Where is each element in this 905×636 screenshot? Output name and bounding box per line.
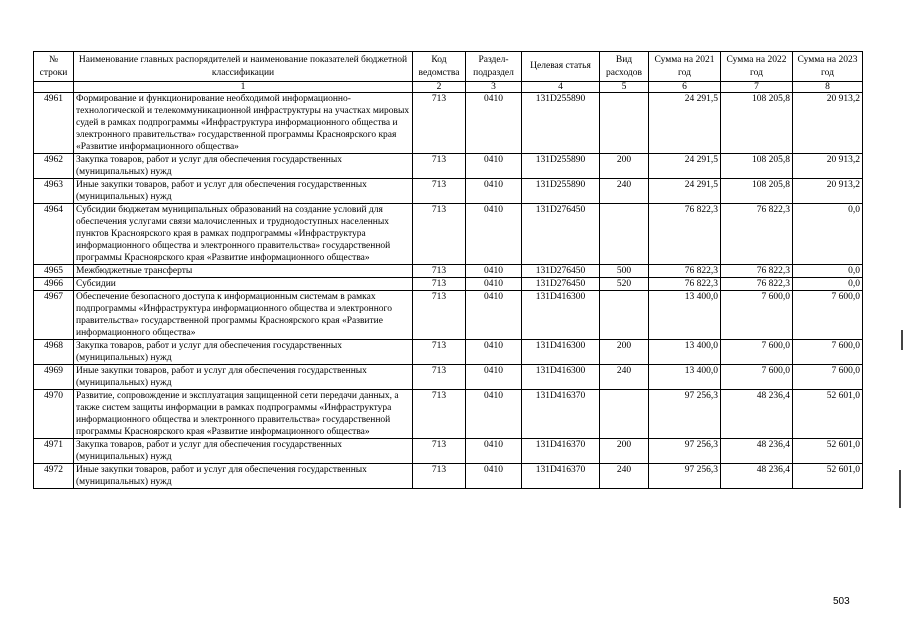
table-row xyxy=(34,390,863,439)
row-sum-2021: 13 400,0 xyxy=(649,340,721,365)
row-section: 0410 xyxy=(466,390,522,439)
column-number: 2 xyxy=(413,82,466,93)
header-dept-code: Код ведомства xyxy=(413,52,466,82)
row-dept-code: 713 xyxy=(413,179,466,204)
row-expense-type: 240 xyxy=(600,365,649,390)
row-section: 0410 xyxy=(466,365,522,390)
row-section: 0410 xyxy=(466,93,522,154)
row-sum-2022: 7 600,0 xyxy=(721,291,793,340)
table-row xyxy=(34,179,863,204)
row-name: Развитие, сопровождение и эксплуатация защищенной сети передачи данных, а также систем защиты информации в рамках подпрограммы «Инфраструктура информационного общества и электронного правительства» государственной программы Красноярского края «Развитие информационного общества» xyxy=(74,390,413,439)
row-target: 131D276450 xyxy=(522,278,600,291)
row-target: 131D416300 xyxy=(522,340,600,365)
row-sum-2022: 108 205,8 xyxy=(721,154,793,179)
row-target: 131D416300 xyxy=(522,365,600,390)
header-target: Целевая статья xyxy=(522,52,600,82)
row-sum-2021: 13 400,0 xyxy=(649,365,721,390)
column-number: 7 xyxy=(721,82,793,93)
row-name: Обеспечение безопасного доступа к информационным системам в рамках подпрограммы «Инфраструктура информационного общества и электронного правительства» государственной программы Красноярского края «Развитие информационного общества» xyxy=(74,291,413,340)
row-sum-2023: 52 601,0 xyxy=(793,390,863,439)
row-expense-type: 200 xyxy=(600,340,649,365)
row-number: 4972 xyxy=(34,464,74,489)
row-expense-type: 520 xyxy=(600,278,649,291)
row-expense-type xyxy=(600,291,649,340)
row-dept-code: 713 xyxy=(413,390,466,439)
row-section: 0410 xyxy=(466,291,522,340)
row-name: Субсидии бюджетам муниципальных образований на создание условий для обеспечения услугами связи малочисленных и труднодоступных населенных пунктов Красноярского края в рамках подпрограммы «Инфраструктура информационного общества и электронного правительства» государственной программы Красноярского края «Развитие информационного общества» xyxy=(74,204,413,265)
row-sum-2022: 48 236,4 xyxy=(721,439,793,464)
row-name: Закупка товаров, работ и услуг для обеспечения государственных (муниципальных) нужд xyxy=(74,340,413,365)
row-expense-type: 200 xyxy=(600,154,649,179)
row-name: Субсидии xyxy=(74,278,413,291)
header-sum-2023: Сумма на 2023 год xyxy=(793,52,863,82)
scan-edge-mark xyxy=(899,470,901,508)
row-sum-2021: 97 256,3 xyxy=(649,390,721,439)
row-target: 131D416370 xyxy=(522,439,600,464)
row-sum-2021: 76 822,3 xyxy=(649,204,721,265)
row-dept-code: 713 xyxy=(413,278,466,291)
row-sum-2023: 0,0 xyxy=(793,265,863,278)
page-number: 503 xyxy=(833,596,850,607)
row-expense-type xyxy=(600,390,649,439)
row-dept-code: 713 xyxy=(413,291,466,340)
row-dept-code: 713 xyxy=(413,365,466,390)
header-expense-type: Вид расходов xyxy=(600,52,649,82)
column-number: 5 xyxy=(600,82,649,93)
row-sum-2021: 13 400,0 xyxy=(649,291,721,340)
row-section: 0410 xyxy=(466,179,522,204)
header-section: Раздел-подраздел xyxy=(466,52,522,82)
row-target: 131D255890 xyxy=(522,179,600,204)
column-number-row xyxy=(34,82,863,93)
row-dept-code: 713 xyxy=(413,204,466,265)
row-section: 0410 xyxy=(466,154,522,179)
row-sum-2021: 24 291,5 xyxy=(649,154,721,179)
header-sum-2021: Сумма на 2021 год xyxy=(649,52,721,82)
row-number: 4965 xyxy=(34,265,74,278)
column-number: 4 xyxy=(522,82,600,93)
row-sum-2022: 108 205,8 xyxy=(721,179,793,204)
table-row xyxy=(34,278,863,291)
table-row xyxy=(34,365,863,390)
row-sum-2021: 97 256,3 xyxy=(649,439,721,464)
row-sum-2023: 52 601,0 xyxy=(793,439,863,464)
row-number: 4967 xyxy=(34,291,74,340)
row-number: 4961 xyxy=(34,93,74,154)
row-name: Формирование и функционирование необходимой информационно-технологической и телекоммуникационной инфраструктуры на участках мировых судей в рамках подпрограммы «Инфраструктура информационного общества и электронного правительства» государственной программы Красноярского края «Развитие информационного общества» xyxy=(74,93,413,154)
row-sum-2022: 48 236,4 xyxy=(721,464,793,489)
row-dept-code: 713 xyxy=(413,340,466,365)
column-number: 6 xyxy=(649,82,721,93)
row-number: 4969 xyxy=(34,365,74,390)
row-target: 131D416370 xyxy=(522,464,600,489)
table-row xyxy=(34,154,863,179)
row-number: 4970 xyxy=(34,390,74,439)
row-dept-code: 713 xyxy=(413,93,466,154)
row-sum-2023: 52 601,0 xyxy=(793,464,863,489)
row-dept-code: 713 xyxy=(413,439,466,464)
row-name: Иные закупки товаров, работ и услуг для обеспечения государственных (муниципальных) нужд xyxy=(74,365,413,390)
column-number xyxy=(34,82,74,93)
header-row xyxy=(34,52,863,82)
row-sum-2022: 48 236,4 xyxy=(721,390,793,439)
row-section: 0410 xyxy=(466,278,522,291)
row-sum-2021: 24 291,5 xyxy=(649,179,721,204)
row-sum-2022: 76 822,3 xyxy=(721,265,793,278)
row-sum-2022: 7 600,0 xyxy=(721,365,793,390)
row-sum-2023: 20 913,2 xyxy=(793,154,863,179)
row-name: Закупка товаров, работ и услуг для обеспечения государственных (муниципальных) нужд xyxy=(74,154,413,179)
row-dept-code: 713 xyxy=(413,265,466,278)
budget-table xyxy=(33,51,863,489)
header-row-no: № строки xyxy=(34,52,74,82)
row-sum-2023: 7 600,0 xyxy=(793,340,863,365)
row-sum-2023: 20 913,2 xyxy=(793,179,863,204)
row-name: Закупка товаров, работ и услуг для обеспечения государственных (муниципальных) нужд xyxy=(74,439,413,464)
row-dept-code: 713 xyxy=(413,154,466,179)
row-sum-2021: 97 256,3 xyxy=(649,464,721,489)
row-number: 4971 xyxy=(34,439,74,464)
row-section: 0410 xyxy=(466,265,522,278)
table-row xyxy=(34,340,863,365)
row-expense-type xyxy=(600,93,649,154)
column-number: 8 xyxy=(793,82,863,93)
row-sum-2021: 76 822,3 xyxy=(649,265,721,278)
column-number: 1 xyxy=(74,82,413,93)
row-target: 131D255890 xyxy=(522,93,600,154)
row-number: 4963 xyxy=(34,179,74,204)
row-target: 131D276450 xyxy=(522,265,600,278)
row-section: 0410 xyxy=(466,340,522,365)
row-expense-type: 240 xyxy=(600,464,649,489)
scan-edge-mark xyxy=(901,330,903,350)
table-row xyxy=(34,291,863,340)
row-section: 0410 xyxy=(466,464,522,489)
row-dept-code: 713 xyxy=(413,464,466,489)
table-row xyxy=(34,439,863,464)
row-sum-2023: 7 600,0 xyxy=(793,291,863,340)
row-sum-2021: 24 291,5 xyxy=(649,93,721,154)
row-number: 4962 xyxy=(34,154,74,179)
row-expense-type: 200 xyxy=(600,439,649,464)
row-sum-2022: 76 822,3 xyxy=(721,204,793,265)
row-sum-2023: 0,0 xyxy=(793,204,863,265)
row-target: 131D416370 xyxy=(522,390,600,439)
header-name: Наименование главных распорядителей и наименование показателей бюджетной классификации xyxy=(74,52,413,82)
row-number: 4966 xyxy=(34,278,74,291)
row-section: 0410 xyxy=(466,204,522,265)
row-target: 131D416300 xyxy=(522,291,600,340)
row-sum-2021: 76 822,3 xyxy=(649,278,721,291)
row-sum-2022: 76 822,3 xyxy=(721,278,793,291)
table-row xyxy=(34,464,863,489)
row-sum-2023: 7 600,0 xyxy=(793,365,863,390)
row-number: 4964 xyxy=(34,204,74,265)
row-name: Иные закупки товаров, работ и услуг для обеспечения государственных (муниципальных) нужд xyxy=(74,179,413,204)
row-sum-2023: 20 913,2 xyxy=(793,93,863,154)
row-name: Иные закупки товаров, работ и услуг для обеспечения государственных (муниципальных) нужд xyxy=(74,464,413,489)
row-section: 0410 xyxy=(466,439,522,464)
row-target: 131D255890 xyxy=(522,154,600,179)
row-name: Межбюджетные трансферты xyxy=(74,265,413,278)
table-row xyxy=(34,93,863,154)
column-number: 3 xyxy=(466,82,522,93)
table-row xyxy=(34,204,863,265)
row-sum-2022: 108 205,8 xyxy=(721,93,793,154)
row-expense-type xyxy=(600,204,649,265)
row-expense-type: 240 xyxy=(600,179,649,204)
table-row xyxy=(34,265,863,278)
row-target: 131D276450 xyxy=(522,204,600,265)
row-expense-type: 500 xyxy=(600,265,649,278)
header-sum-2022: Сумма на 2022 год xyxy=(721,52,793,82)
row-sum-2023: 0,0 xyxy=(793,278,863,291)
row-number: 4968 xyxy=(34,340,74,365)
row-sum-2022: 7 600,0 xyxy=(721,340,793,365)
